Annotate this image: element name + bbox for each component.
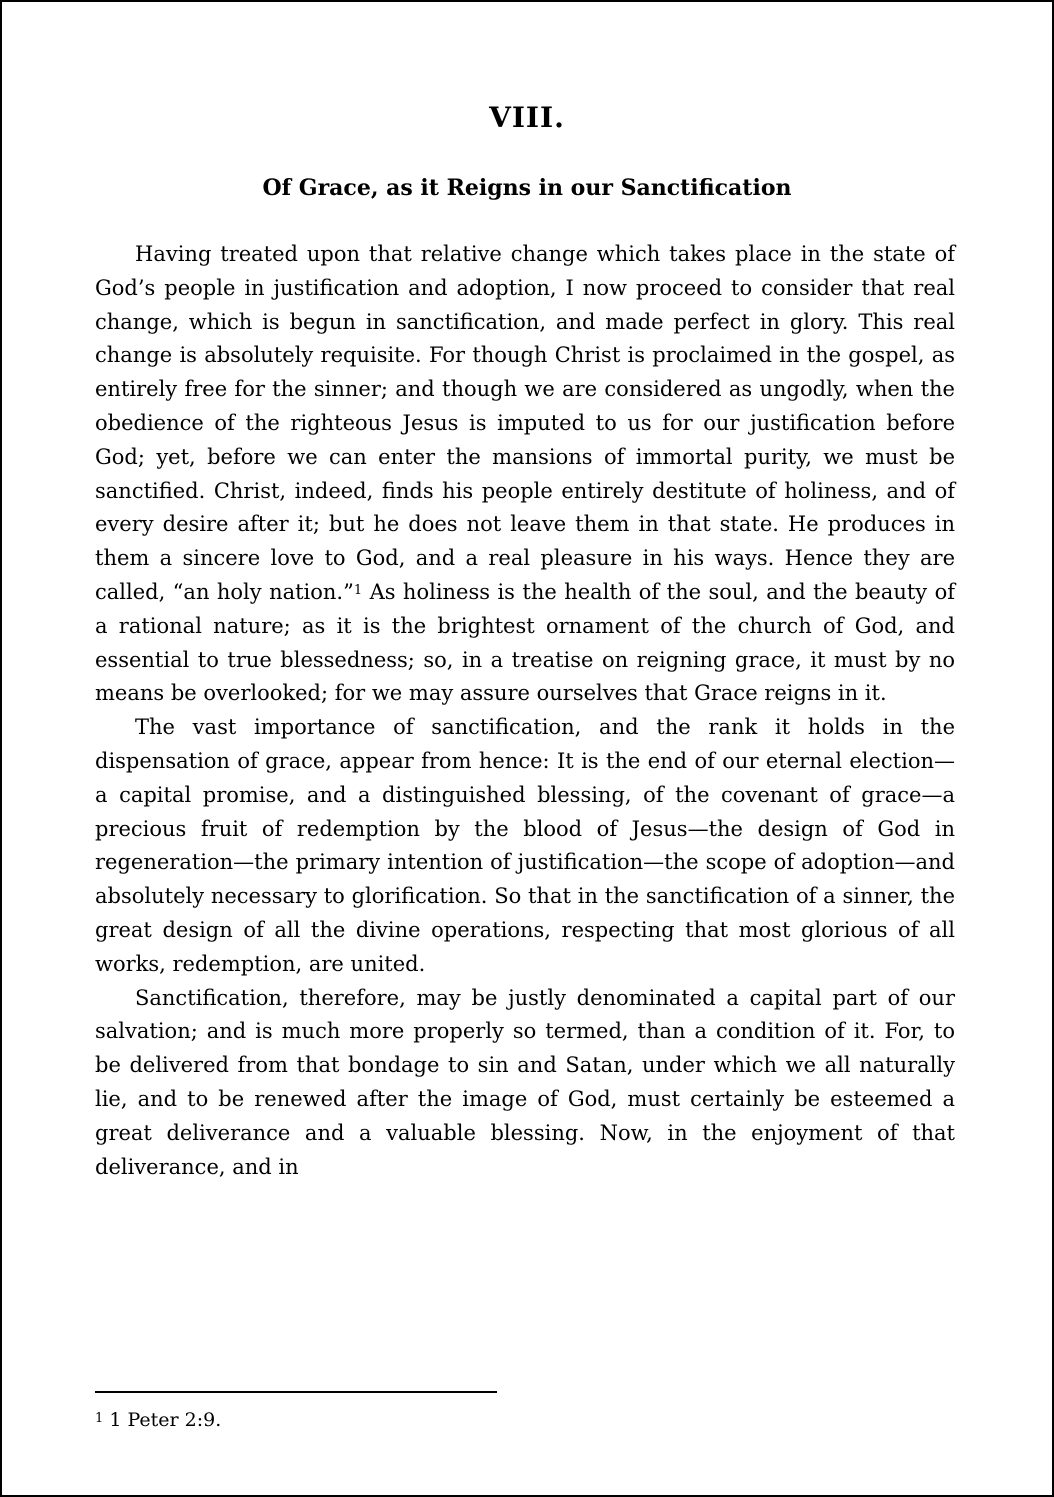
footnote-separator-rule (95, 1391, 497, 1393)
paragraph-1-text: Having treated upon that relative change which takes place in the state of God’s people in justification and adoption, I now proceed to consider that real change, which is begun in sanctification, and made perfect in glory. This real change is absolutely requisite. For though Christ is proclaimed in the gospel, as entirely free for the sinner; and though we are considered as ungodly, when the obedience of the righteous Jesus is imputed to us for our justification before God; yet, before we can enter the mansions of immortal purity, we must be sanctified. Christ, indeed, finds his people entirely destitute of holiness, and of every desire after it; but he does not leave them in that state. He produces in them a sincere love to God, and a real pleasure in his ways. Hence they are called, “an holy nation.” (95, 242, 955, 604)
chapter-number: VIII. (489, 101, 565, 134)
footnote-number: 1 (95, 1411, 104, 1426)
paragraph-2: The vast importance of sanctification, and the rank it holds in the dispensation of grace, appear from hence: It is the end of our eternal election—a capital promise, and a distinguished blessing, of the covenant of grace—a precious fruit of redemption by the blood of Jesus—the design of God in regeneration—the primary intention of justification—the scope of adoption—and absolutely necessary to glorification. So that in the sanctification of a sinner, the great design of all the divine operations, respecting that most glorious of all works, redemption, are united. (95, 715, 955, 976)
paragraph-1-continuation: As holiness is the health of the soul, and the beauty of a rational nature; as it is the brightest ornament of the church of God, and essential to true blessedness; so, in a treatise on reigning grace, it must by no means be overlooked; for we may assure ourselves that Grace reigns in it. (95, 579, 956, 706)
chapter-title: Of Grace, as it Reigns in our Sanctification (262, 175, 792, 201)
paragraph-1 (95, 238, 955, 711)
footnote (95, 1406, 895, 1434)
body-text (95, 238, 955, 1184)
footnote-reference-mark: 1 (353, 582, 363, 598)
footnote-text: 1 Peter 2:9. (103, 1409, 222, 1431)
paragraph-3: Sanctification, therefore, may be justly denominated a capital part of our salvation; and is much more properly so termed, than a condition of it. For, to be delivered from that bondage to sin and Satan, under which we all naturally lie, and to be renewed after the image of God, must certainly be esteemed a great deliverance and a valuable blessing. Now, in the enjoyment of that deliverance, and in (95, 985, 955, 1179)
